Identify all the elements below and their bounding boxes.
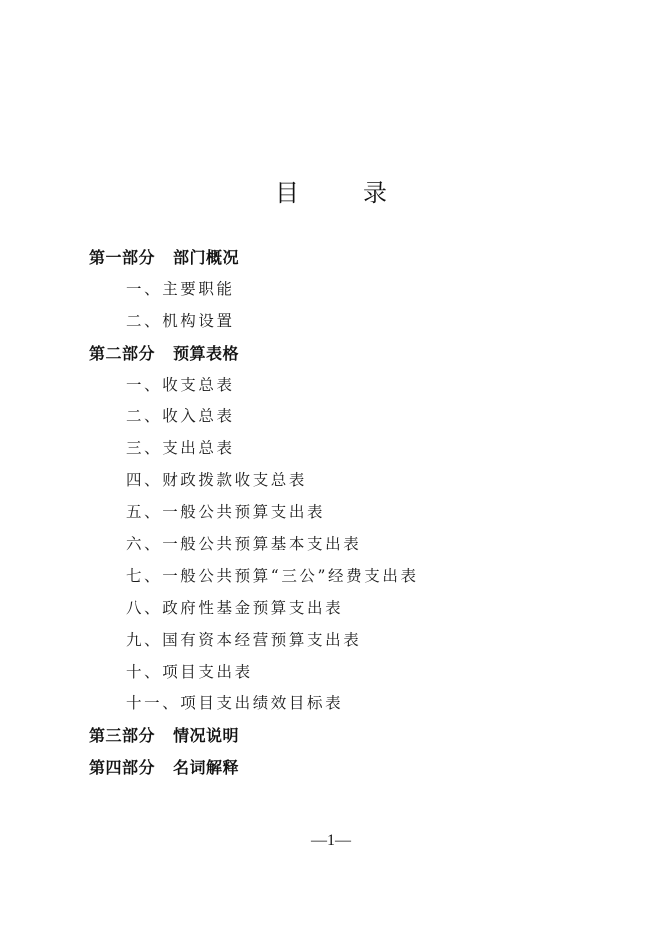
part-number: 第二部分	[89, 343, 156, 363]
toc-part-2	[89, 338, 609, 370]
toc-item: 九、国有资本经营预算支出表	[126, 630, 362, 649]
toc-item: 十一、项目支出绩效目标表	[126, 694, 344, 713]
toc-item: 十、项目支出表	[126, 662, 253, 681]
part-number: 第四部分	[89, 758, 156, 778]
part-name: 预算表格	[173, 343, 240, 363]
table-of-contents	[89, 242, 609, 784]
part-number: 第三部分	[89, 726, 156, 746]
toc-item: 六、一般公共预算基本支出表	[126, 535, 362, 554]
toc-item: 五、一般公共预算支出表	[126, 503, 326, 522]
toc-part-3	[89, 720, 609, 752]
toc-part-1	[89, 242, 609, 274]
toc-item: 二、机构设置	[126, 311, 235, 330]
toc-item: 七、一般公共预算“三公”经费支出表	[126, 566, 419, 585]
toc-item: 一、收支总表	[126, 375, 235, 394]
page-title: 目 录	[275, 179, 407, 207]
toc-item: 二、收入总表	[126, 407, 235, 426]
toc-item: 三、支出总表	[126, 439, 235, 458]
part-name: 名词解释	[173, 758, 240, 778]
toc-item: 一、主要职能	[126, 279, 235, 298]
toc-item: 四、财政拨款收支总表	[126, 471, 308, 490]
part-name: 部门概况	[173, 248, 240, 267]
toc-part-4	[89, 752, 609, 784]
page-number: —1—	[311, 832, 351, 849]
part-number: 第一部分	[89, 248, 156, 267]
toc-item: 八、政府性基金预算支出表	[126, 598, 344, 617]
part-name: 情况说明	[173, 726, 240, 746]
